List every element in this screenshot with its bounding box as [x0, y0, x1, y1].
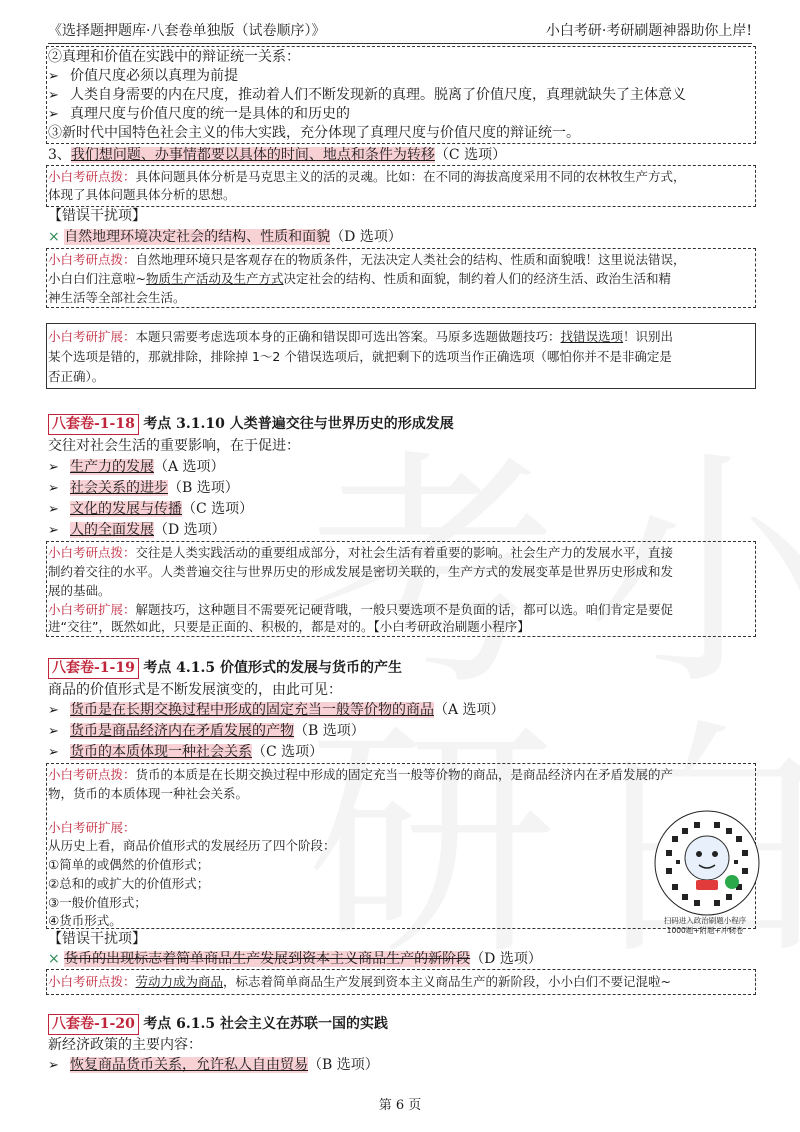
list-item: ➢ 货币的本质体现一种社会关系（C 选项） [48, 744, 324, 760]
arrow-bullet-icon: ➢ [48, 745, 59, 760]
tip-line: 小白考研点拨：货币的本质是在长期交换过程中形成的固定充当一般等价物的商品，是商品经济内在矛盾发展的产 [48, 767, 674, 782]
section-intro: 商品的价值形式是不断发展演变的，由此可见： [48, 682, 342, 698]
list-item: ➢ 生产力的发展（A 选项） [48, 459, 225, 475]
extension-label: 小白考研扩展： [48, 820, 136, 835]
qr-code-icon[interactable] [652, 808, 762, 918]
arrow-bullet-icon: ➢ [48, 703, 59, 718]
wrong-option-item: × 货币的出现标志着简单商品生产发展到资本主义商品生产的新阶段（D 选项） [48, 951, 542, 967]
header-title: 《选择题押题库·八套卷单独版（试卷顺序）》 [48, 23, 326, 39]
tip-line: 小白考研点拨：自然地理环境只是客观存在的物质条件，无法决定人类社会的结构、性质和面貌哦！这里说法错误， [48, 252, 686, 267]
section-title: 考点 4.1.5 价值形式的发展与货币的产生 [143, 660, 403, 676]
wrong-option-heading: 【错误干扰项】 [48, 931, 146, 947]
section-heading [48, 1014, 388, 1035]
tip-line: 某个选项是错的，那就排除，排除掉 1～2 个错误选项后，就把剩下的选项当作正确选项（哪怕你并不是非确定是 [48, 349, 672, 364]
tip-line: 小白考研点拨：劳动力成为商品，标志着简单商品生产发展到资本主义商品生产的新阶段，小小白们不要记混啦~ [48, 974, 672, 989]
list-item: ➢ 恢复商品货币关系，允许私人自由贸易（B 选项） [48, 1057, 379, 1073]
cross-mark-icon: × [48, 951, 60, 967]
arrow-bullet-icon: ➢ [48, 69, 59, 84]
tip-line: 小白考研扩展：解题技巧，这种题目不需要死记硬背哦，一般只要选项不是负面的话，都可以选。咱们肯定是要促 [48, 602, 674, 617]
header-slogan: 小白考研·考研刷题神器助你上岸! [545, 23, 752, 39]
tip-line: 神生活等全部社会生活。 [48, 290, 186, 305]
wrong-option-text: 货币的出现标志着简单商品生产发展到资本主义商品生产的新阶段 [64, 951, 471, 967]
tip-line: 小白考研点拨：具体问题具体分析是马克思主义的活的灵魂。比如：在不同的海拔高度采用不同的农林牧生产方式， [48, 169, 686, 184]
arrow-bullet-icon: ➢ [48, 1058, 59, 1073]
arrow-bullet-icon: ➢ [48, 724, 59, 739]
stage-item: ①简单的或偶然的价值形式； [48, 857, 210, 872]
section-intro: 新经济政策的主要内容： [48, 1037, 202, 1053]
list-item: ➢ 货币是在长期交换过程中形成的固定充当一般等价物的商品（A 选项） [48, 702, 505, 718]
cross-mark-icon: × [48, 229, 60, 245]
wrong-option-text: 自然地理环境决定社会的结构、性质和面貌 [64, 229, 331, 245]
section-id: 八套卷-1-19 [48, 658, 139, 679]
section-id: 八套卷-1-18 [48, 414, 139, 435]
arrow-bullet-icon: ➢ [48, 502, 59, 517]
stage-item: ③一般价值形式； [48, 895, 147, 910]
tip-line: 从历史上看，商品价值形式的发展经历了四个阶段： [48, 838, 336, 853]
stage-item: ②总和的或扩大的价值形式； [48, 876, 210, 891]
text-line: ②真理和价值在实践中的辩证统一关系： [48, 49, 300, 65]
section-intro: 交往对社会生活的重要影响，在于促进： [48, 438, 300, 454]
text-line: ③新时代中国特色社会主义的伟大实践，充分体现了真理尺度与价值尺度的辩证统一。 [48, 125, 580, 141]
arrow-bullet-icon: ➢ [48, 88, 59, 103]
arrow-bullet-icon: ➢ [48, 523, 59, 538]
arrow-bullet-icon: ➢ [48, 107, 59, 122]
list-item: ➢ 人的全面发展（D 选项） [48, 522, 226, 538]
tip-line: 小白考研点拨：交往是人类实践活动的重要组成部分，对社会生活有着重要的影响。社会生产力的发展水平，直接 [48, 545, 674, 560]
section-id: 八套卷-1-20 [48, 1014, 139, 1035]
tip-line: 小白考研扩展：本题只需要考虑选项本身的正确和错误即可选出答案。马原多选题做题技巧：找错误选项！识别出 [48, 329, 674, 344]
wrong-option-heading: 【错误干扰项】 [48, 208, 146, 224]
page-number: 第 6 页 [378, 1098, 422, 1113]
tip-line: 展的基础。 [48, 583, 111, 598]
stage-item: ④货币形式。 [48, 913, 122, 928]
list-item: ➢ 社会关系的进步（B 选项） [48, 480, 239, 496]
tip-line: 制约着交往的水平。人类普遍交往与世界历史的形成发展是密切关联的，生产方式的发展变革是世界历史形成和发 [48, 564, 674, 579]
tip-line: 物，货币的本质体现一种社会关系。 [48, 786, 249, 801]
section-heading [48, 414, 454, 435]
section-heading [48, 658, 402, 679]
qr-caption: 扫码进入政治刷题小程序 1000题+附题+冲刺卷 [663, 916, 747, 935]
answer-item: 3、我们想问题、办事情都要以具体的时间、地点和条件为转移（C 选项） [48, 147, 507, 163]
arrow-bullet-icon: ➢ [48, 481, 59, 496]
tip-line: 进“交往”，既然如此，只要是正面的、积极的，都是对的。【小白考研政治刷题小程序】 [48, 619, 530, 634]
page-header [48, 16, 752, 44]
tip-line: 体现了具体问题具体分析的思想。 [48, 187, 236, 202]
section-title: 考点 6.1.5 社会主义在苏联一国的实践 [143, 1016, 389, 1032]
list-item: ➢ 价值尺度必须以真理为前提 [48, 68, 238, 84]
tip-line: 否正确）。 [48, 369, 105, 384]
answer-text: 我们想问题、办事情都要以具体的时间、地点和条件为转移 [70, 147, 435, 163]
list-item: ➢ 人类自身需要的内在尺度，推动着人们不断发现新的真理。脱离了价值尺度，真理就缺失了主体意义 [48, 87, 686, 103]
arrow-bullet-icon: ➢ [48, 460, 59, 475]
list-item: ➢ 真理尺度与价值尺度的统一是具体的和历史的 [48, 106, 350, 122]
list-item: ➢ 货币是商品经济内在矛盾发展的产物（B 选项） [48, 723, 365, 739]
tip-line: 小白白们注意啦~物质生产活动及生产方式决定社会的结构、性质和面貌，制约着人们的经济生活、政治生活和精 [48, 271, 672, 286]
list-item: ➢ 文化的发展与传播（C 选项） [48, 501, 254, 517]
wrong-option-item: × 自然地理环境决定社会的结构、性质和面貌（D 选项） [48, 229, 402, 245]
section-title: 考点 3.1.10 人类普遍交往与世界历史的形成发展 [143, 416, 454, 432]
